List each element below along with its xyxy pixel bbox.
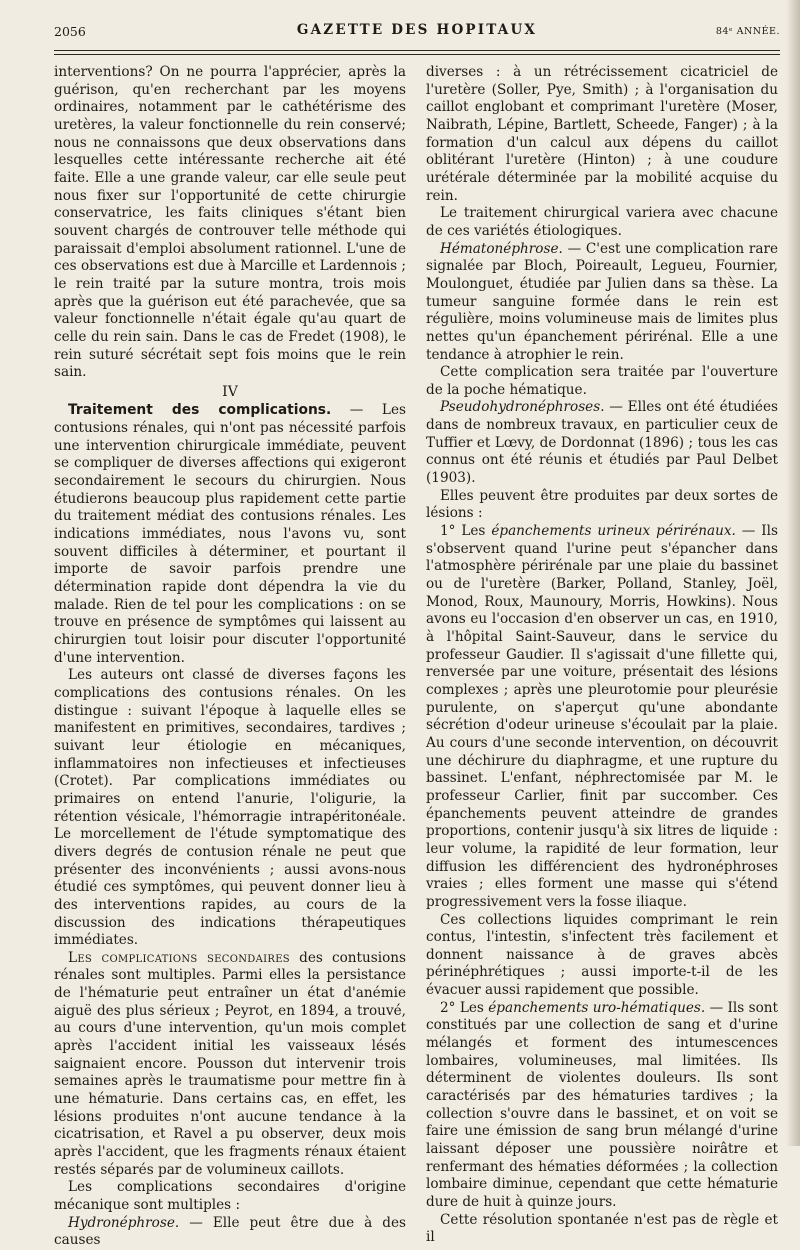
section-heading: Traitement des complications. [68, 402, 332, 419]
smallcaps-lead: Les complications secondaires [68, 949, 290, 966]
paragraph: Le traitement chirurgical variera avec chacune de ces variétés étiologiques. [426, 205, 778, 239]
paragraph: Hydronéphrose. — Elle peut être due à des causes [54, 1214, 406, 1249]
paragraph: Les complications secondaires des contusions rénales sont multiples. Parmi elles la persistance de l'hématurie peut entraîner un état d'anémie aiguë des plus sérieux ; Peyrot, en 1894, a trouvé, au cours d'une intervention, qu'un mois complet après l'accident initial les vaisseaux lésés saignaient encore. Pousson dut intervenir trois semaines après le traumatisme pour mettre fin à une hématurie. Dans certains cas, en effet, les lésions produites n'ont aucune tendance à la cicatrisation, et Ravel a pu observer, deux mois après l'accident, que les fragments rénaux étaient restés séparés par de volumineux caillots. [54, 949, 407, 1178]
subheading-italic: Hématonéphrose. [440, 240, 563, 257]
paragraph: Pseudohydronéphroses. — Elles ont été étudiées dans de nombreux travaux, en particulier ceux de Tuffier et Lœvy, de Dordonnat (1896) ; tous les cas connus ont été réunis et étudiés par Paul Delbet (1903). [426, 399, 778, 487]
paragraph: 2° Les épanchements uro-hématiques. — Ils sont constitués par une collection de sang et d'urine mélangés et forment des intumescences lombaires, volumineuses, mal limitées. Ils déterminent de violentes douleurs. Ils sont caractérisés par des hématuries tardives ; la collection s'ouvre dans le bassinet, et on voit se faire une émission de sang brun mélangé d'urine laissant déposer une poussière noirâtre et renfermant des hématies déformées ; la collection lombaire diminue, cependant que cette hématurie dure de huit à quinze jours. [426, 999, 779, 1210]
header-rule-thick [54, 50, 780, 51]
section-number: IV [222, 383, 238, 400]
right-column [426, 64, 778, 1247]
binding-shadow [786, 0, 800, 1146]
running-header [54, 22, 780, 42]
paragraph: 1° Les épanchements urineux périrénaux. — Ils s'observent quand l'urine peut s'épancher dans l'atmosphère périrénale par une plaie du bassinet ou de l'uretère (Barker, Polland, Stanley, Joël, Monod, Roux, Maunoury, Morris, Howkins). Nous avons eu l'occasion d'en observer un cas, en 1910, à l'hôpital Saint-Sauveur, dans le service du professeur Gaudier. Il s'agissait d'une fillette qui, renversée par une voiture, présentait des lésions complexes ; après une pleurotomie pour pleurésie purulente, on s'aperçut qu'une abondante sécrétion d'odeur urineuse s'écoulait par la plaie. Au cours d'une seconde intervention, on découvrit une déchirure du diaphragme, et une rupture du bassinet. L'enfant, néphrectomisée par M. le professeur Carlier, finit par succomber. Ces épanchements peuvent atteindre de grandes proportions, contenir jusqu'à six litres de liquide : leur volume, la rapidité de leur formation, leur diffusion les différencient des hydronéphroses vraies ; elles forment une masse qui s'étend progressivement vers la fosse iliaque. [426, 523, 778, 910]
paragraph: interventions? On ne pourra l'apprécier, après la guérison, qu'en recherchant par les moyens ordinaires, notamment par le cathétérisme des uretères, la valeur fonctionnelle du rein conservé; nous ne connaissons que deux observations dans lesquelles cette intéressante recherche ait été faite. Elle a une grande valeur, car elle seule peut nous fixer sur l'opportunité de cette chirurgie conservatrice, les faits cliniques s'étant bien souvent chargés de controuver telle méthode qui paraissait d'emploi absolument rationnel. L'une de ces observations est due à Marcille et Lardennois ; le rein traité par la suture montra, trois mois après que la guérison eut été parachevée, que sa valeur fonctionnelle n'était égale qu'au quart de celle du rein sain. Dans le cas de Fredet (1908), le rein suturé sécrétait sept fois moins que le rein sain. [54, 64, 406, 381]
subheading-italic: Hydronéphrose. [68, 1214, 180, 1231]
page-number: 2056 [54, 24, 86, 39]
volume-year: 84ᵉ ANNÉE. [715, 26, 780, 37]
paragraph: diverses : à un rétrécissement cicatriciel de l'uretère (Soller, Pye, Smith) ; à l'organisation du caillot englobant et comprimant l'uretère (Moser, Naibrath, Lépine, Bartlett, Scheede, Fanger) ; à la formation d'un calcul aux dépens du caillot oblitérant l'uretère (Hinton) ; à une coudure urétérale déterminée par la mobilité acquise du rein. [426, 64, 778, 204]
left-column [54, 64, 406, 1250]
paragraph: Cette complication sera traitée par l'ouverture de la poche hématique. [426, 364, 778, 398]
subheading-italic: Pseudohydronéphroses. [440, 399, 605, 416]
paragraph: Ces collections liquides comprimant le rein contus, l'intestin, s'infectent très facilement et donnent naissance à de graves abcès périnéphrétiques ; aussi importe-t-il de les évacuer aussi rapidement que possible. [426, 911, 778, 999]
paragraph: Cette résolution spontanée n'est pas de règle et il [426, 1211, 778, 1246]
paragraph: Traitement des complications. — Les contusions rénales, qui n'ont pas nécessité parfois une intervention chirurgicale immédiate, peuvent se compliquer de diverses affections qui exigeront secondairement le secours du chirurgien. Nous étudierons beaucoup plus rapidement cette partie du traitement médiat des contusions rénales. Les indications immédiates, nous l'avons vu, sont souvent difficiles à déterminer, et pourtant il importe de savoir parfois prendre une détermination rapide dont dépendra la vie du malade. Rien de tel pour les complications : on se trouve en présence de symptômes qui laissent au chirurgien tout loisir pour discuter l'opportunité d'une intervention. [54, 402, 406, 666]
paragraph: Les auteurs ont classé de diverses façons les complications des contusions rénales. On les distingue : suivant l'époque à laquelle elles se manifestent en primitives, secondaires, tardives ; suivant leur étiologie en mécaniques, inflammatoires non infectieuses et infectieuses (Crotet). Par complications immédiates ou primaires on entend l'anurie, l'oligurie, la rétention vésicale, l'hémorragie intrapéritonéale. Le morcellement de l'étude symptomatique des divers degrés de contusion rénale ne peut que présenter des inconvénients ; aussi avons-nous étudié ces symptômes, qui peuvent donner lieu à des interventions rapides, au cours de la discussion des indications thérapeutiques immédiates. [54, 667, 406, 949]
paragraph: Elles peuvent être produites par deux sortes de lésions : [426, 487, 778, 522]
journal-title: GAZETTE DES HOPITAUX [296, 22, 538, 38]
subheading-italic: épanchements urineux périrénaux. [491, 523, 736, 540]
paragraph: Hématonéphrose. — C'est une complication rare signalée par Bloch, Poireault, Legueu, Fournier, Moulonguet, étudiée par Julien dans sa thèse. La tumeur sanguine formée dans le rein est régulière, moins volumineuse mais de limites plus nettes qu'un épanchement périrénal. Elle a une tendance à atrophier le rein. [426, 240, 778, 363]
subheading-italic: épanchements uro-hématiques. [488, 999, 706, 1016]
paragraph: Les complications secondaires d'origine mécanique sont multiples : [54, 1179, 406, 1213]
header-rule-thin [54, 54, 780, 55]
